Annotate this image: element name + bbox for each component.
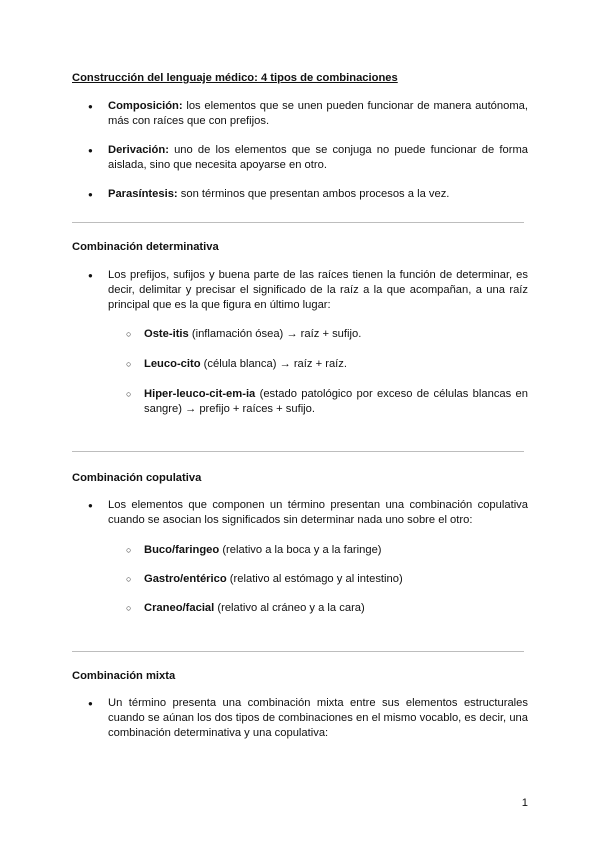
example-item	[144, 327, 528, 342]
example-item	[144, 572, 528, 587]
example-item	[144, 387, 528, 417]
definition: los elementos que se unen pueden funcionar de manera autónoma, más con raíces que con prefijos.	[108, 100, 528, 127]
definition: (inflamación ósea) → raíz + sufijo.	[188, 328, 362, 340]
term: Hiper-leuco-cit-em-ia	[144, 388, 256, 400]
definition: uno de los elementos que se conjuga no puede funcionar de forma aislada, sino que necesita apoyarse en otro.	[108, 144, 528, 171]
list-item-composicion	[108, 99, 528, 129]
term: Leuco-cito	[144, 358, 201, 370]
page-number: 1	[521, 797, 528, 809]
section-heading-mixta: Combinación mixta	[72, 670, 176, 682]
term: Parasíntesis:	[108, 188, 178, 200]
divider	[72, 651, 524, 652]
definition: (estado patológico por exceso de células blancas en sangre) → prefijo + raíces + sufijo.	[144, 388, 528, 415]
term: Oste-itis	[144, 328, 189, 340]
term: Craneo/facial	[144, 602, 215, 614]
term: Buco/faringeo	[144, 544, 220, 556]
example-item	[144, 357, 528, 372]
definition: (relativo al cráneo y a la cara)	[214, 602, 365, 614]
page-title: Construcción del lenguaje médico: 4 tipos de combinaciones	[72, 72, 398, 84]
section-heading-determinativa: Combinación determinativa	[72, 241, 219, 253]
list-item-parasintesis	[108, 187, 528, 202]
example-item	[144, 543, 528, 558]
divider	[72, 222, 524, 223]
example-item	[144, 601, 528, 616]
list-item-derivacion	[108, 143, 528, 173]
term: Composición:	[108, 100, 183, 112]
definition: son términos que presentan ambos procesos a la vez.	[177, 188, 450, 200]
definition: (relativo al estómago y al intestino)	[226, 573, 403, 585]
term: Derivación:	[108, 144, 169, 156]
section-heading-copulativa: Combinación copulativa	[72, 472, 202, 484]
list-item: ● Los elementos que componen un término presentan una combinación copulativa cuando se asocian los significados sin determinar nada uno sobre el otro:	[108, 498, 528, 528]
list-item: ● Un término presenta una combinación mixta entre sus elementos estructurales cuando se aúnan los dos tipos de combinaciones en el mismo vocablo, es decir, una combinación determinativa y una copulativa:	[108, 696, 528, 741]
list-item: ● Los prefijos, sufijos y buena parte de las raíces tienen la función de determinar, es decir, delimitar y precisar el significado de la raíz a la que acompañan, a una raíz principal que es la que figura en último lugar:	[108, 268, 528, 313]
definition: (relativo a la boca y a la faringe)	[219, 544, 382, 556]
definition: (célula blanca) → raíz + raíz.	[200, 358, 347, 370]
term: Gastro/entérico	[144, 573, 227, 585]
divider	[72, 451, 524, 452]
